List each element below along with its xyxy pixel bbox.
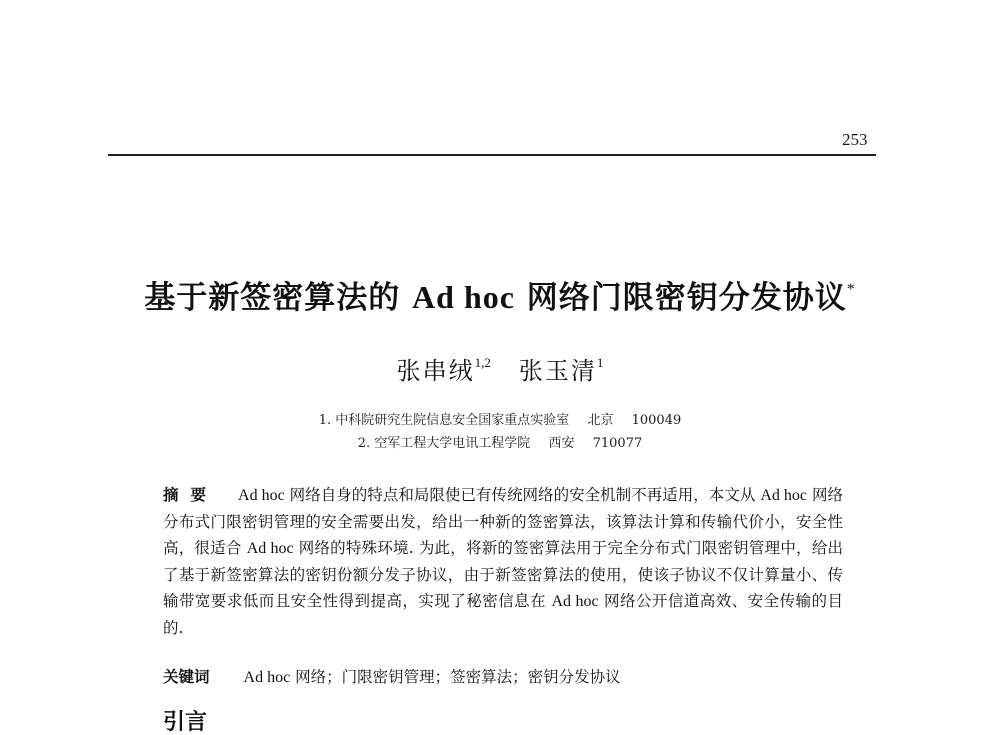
abstract-latin: Ad hoc [246,540,294,557]
keywords-latin: Ad hoc [243,669,291,686]
keywords-label: 关键词 [163,668,210,686]
author-1 [397,357,491,385]
affiliation-1 [0,409,1000,428]
abstract-latin: Ad hoc [238,487,285,504]
affiliation-postcode: 710077 [592,436,643,451]
author-name: 张玉清 [518,357,597,385]
abstract-text: 网络自身的特点和局限使已有传统网络的安全机制不再适用，本文从 [284,486,761,504]
keywords [163,664,843,691]
affiliation-city: 西安 [548,436,575,451]
affiliation-city: 北京 [587,413,614,428]
abstract [163,482,843,641]
abstract-text: 网络分布式门限密钥管理的安全需要出发，给出一种新的签密算法，该算法计算和传输代价小，安全性高，很适合 [163,486,843,557]
author-name: 张串绒 [396,357,475,385]
affiliation-institution: 中科院研究生院信息安全国家重点实验室 [335,413,570,428]
section-heading-introduction: 引言 [163,710,208,735]
affiliation-institution: 空军工程大学电讯工程学院 [374,436,531,451]
title-footnote-mark: * [846,281,856,298]
abstract-latin: Ad hoc [551,593,599,610]
affiliation-index: 2. [357,436,371,451]
abstract-latin: Ad hoc [760,487,808,504]
title-text-1: 基于新签密算法的 [144,280,413,316]
author-list [0,351,1000,386]
author-affil-mark: 1 [596,355,604,370]
page-number: 253 [842,130,868,149]
title-latin: Ad hoc [412,279,515,315]
author-2 [519,357,604,385]
affiliation-2 [0,432,1000,451]
keywords-text: 网络；门限密钥管理；签密算法；密钥分发协议 [290,668,621,686]
affiliation-index: 1. [318,413,332,428]
paper-title [0,272,1000,317]
header-rule [108,154,876,156]
abstract-label: 摘要 [163,486,219,504]
author-affil-mark: 1,2 [474,355,491,370]
title-text-2: 网络门限密钥分发协议 [514,280,847,316]
abstract-text: 网络公开信道高效、安全传输的目的. [163,592,843,637]
affiliation-postcode: 100049 [631,413,682,428]
abstract-text: 网络的特殊环境. 为此，将新的签密算法用于完全分布式门限密钥管理中，给出了基于新签密算法的密钥份额分发子协议，由于新签密算法的使用，使该子协议不仅计算量小、传输带宽要求低而且安全性得到提高，实现了秘密信息在 [163,539,843,610]
